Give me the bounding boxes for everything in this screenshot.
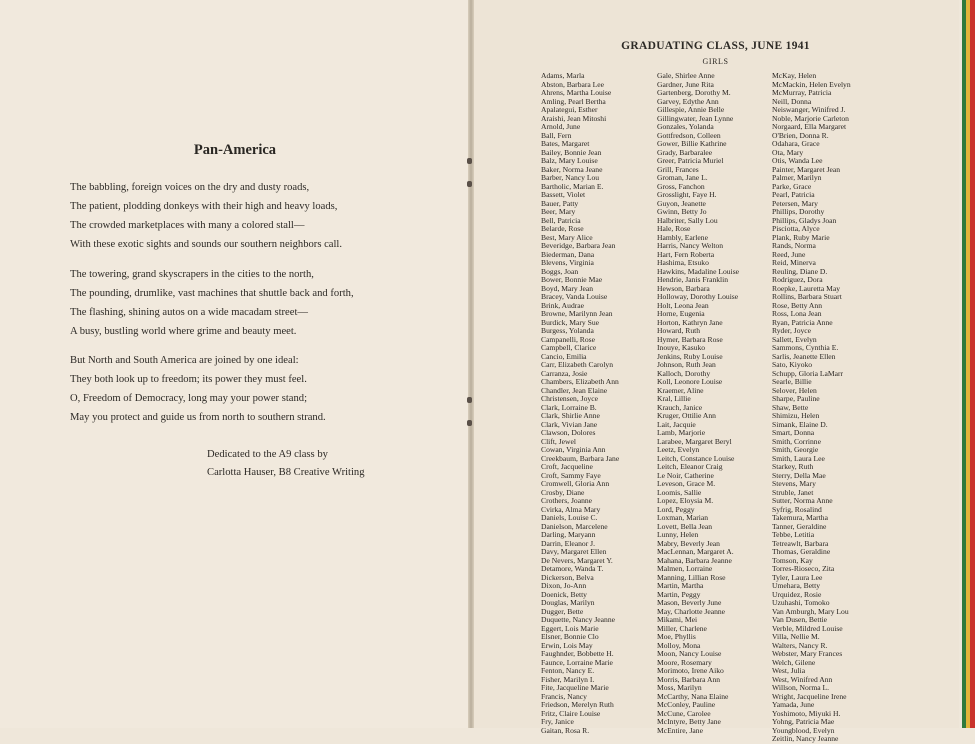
graduate-name: Gwinn, Betty Jo <box>657 207 707 216</box>
graduate-name: Gartenberg, Dorothy M. <box>657 88 731 97</box>
graduate-name: Lamb, Marjorie <box>657 428 706 437</box>
graduate-name: Manning, Lillian Rose <box>657 572 726 582</box>
graduate-name: Ross, Lona Jean <box>772 309 822 318</box>
graduate-name: Painter, Margaret Jean <box>772 164 841 174</box>
graduate-name: Uzuhashi, Tomoko <box>772 598 830 607</box>
graduate-name: Morimoto, Irene Aiko <box>657 666 724 675</box>
graduate-name: Urquidez, Rosie <box>772 589 822 599</box>
graduate-name: Larabee, Margaret Beryl <box>657 436 732 446</box>
graduate-name: McMackin, Helen Evelyn <box>772 79 851 89</box>
graduate-name: Bassett, Violet <box>541 190 586 199</box>
binding-stitch <box>467 420 472 426</box>
graduate-name: Daniels, Louise C. <box>541 513 598 522</box>
graduate-name: Pisciotta, Alyce <box>772 224 820 233</box>
graduate-name: McKay, Helen <box>772 71 817 80</box>
roster-subtitle: GIRLS <box>702 57 729 66</box>
graduate-name: Holt, Leona Jean <box>657 300 709 310</box>
graduate-name: Holloway, Dorothy Louise <box>657 292 739 301</box>
graduate-name: Smith, Georgie <box>772 445 819 454</box>
graduate-name: Lovett, Bella Jean <box>657 521 713 531</box>
graduate-name: Gonzales, Yolanda <box>657 122 714 131</box>
graduate-name: Balz, Mary Louise <box>541 156 598 165</box>
graduate-name: Le Noir, Catherine <box>657 470 714 480</box>
graduate-name: Bartholic, Marian E. <box>541 181 604 191</box>
graduate-name: Abston, Barbara Lee <box>541 79 605 89</box>
graduate-name: Sato, Kiyoko <box>772 360 813 369</box>
graduate-name: Reed, June <box>772 249 806 259</box>
cover-edge-stripes <box>959 0 975 728</box>
poem-line: The babbling, foreign voices on the dry and dusty roads, <box>70 182 310 193</box>
graduate-name: Reid, Minerva <box>772 258 816 267</box>
graduate-name: Palmer, Marilyn <box>772 173 822 182</box>
graduate-name: Clawson, Dolores <box>541 428 596 437</box>
graduate-name: Tyler, Laura Lee <box>772 572 823 582</box>
graduate-name: Smith, Corrinne <box>772 436 821 446</box>
graduate-name: West, Winifred Ann <box>772 674 833 684</box>
graduate-name: Takemura, Martha <box>772 513 828 522</box>
graduate-name: Brink, Audrae <box>541 300 585 310</box>
graduate-name: Erwin, Lois May <box>541 640 593 650</box>
graduate-name: Bailey, Bonnie Jean <box>541 147 602 157</box>
graduate-name: Hendrie, Janis Franklin <box>657 275 729 284</box>
graduate-name: Croft, Sammy Faye <box>541 470 601 480</box>
graduate-name: Gardner, June Rita <box>657 79 714 89</box>
graduate-name: Hambly, Earlene <box>657 232 708 242</box>
graduate-name: Ryan, Patricia Anne <box>772 317 833 327</box>
graduate-name: Youngblood, Evelyn <box>772 725 835 735</box>
graduate-name: Krauch, Janice <box>657 402 703 412</box>
graduate-name: Moe, Phyllis <box>657 632 696 641</box>
graduate-name: Bower, Bonnie Mae <box>541 275 603 284</box>
graduate-name: Burdick, Mary Sue <box>541 317 599 327</box>
graduate-name: Ryder, Joyce <box>772 326 812 335</box>
stanza-3 <box>70 351 460 427</box>
graduate-name: Sarlis, Jeanette Ellen <box>772 351 836 361</box>
dedication-line: Carlotta Hauser, B8 Creative Writing <box>207 467 365 478</box>
graduate-name: Blevens, Virginia <box>541 258 594 267</box>
graduate-name: Yohng, Patricia Mae <box>772 717 835 726</box>
graduate-name: Johnson, Ruth Jean <box>657 360 716 369</box>
graduate-name: Yoshimoto, Miyuki H. <box>772 708 841 718</box>
graduate-name: Mahana, Barbara Jeanne <box>657 555 732 565</box>
graduate-name: Fenton, Nancy E. <box>541 666 595 675</box>
graduate-name: Lunny, Helen <box>657 530 699 539</box>
graduate-name: Van Amburgh, Mary Lou <box>772 606 849 616</box>
graduate-name: Gale, Shirlee Anne <box>657 71 715 80</box>
graduate-name: Leveson, Grace M. <box>657 479 716 488</box>
roster-column-3 <box>772 72 851 744</box>
graduate-name: Campbell, Clarice <box>541 343 597 352</box>
stanza-1 <box>70 178 460 254</box>
graduate-name: Clift, Jewel <box>541 436 577 446</box>
graduate-name: Campanelli, Rose <box>541 334 595 344</box>
graduate-name: Loomis, Sallie <box>657 487 702 497</box>
graduate-name: Biederman, Dana <box>541 249 595 259</box>
graduate-name: McIntyre, Betty Jane <box>657 717 721 726</box>
graduate-name: Kruger, Ottilie Ann <box>657 411 716 420</box>
graduate-name: Hymer, Barbara Rose <box>657 334 723 344</box>
graduate-name: Yamada, June <box>772 700 815 709</box>
graduate-name: Bell, Patricia <box>541 215 581 225</box>
graduate-name: Mason, Beverly June <box>657 598 722 607</box>
graduate-name: Shimizu, Helen <box>772 411 820 420</box>
graduate-name: Douglas, Marilyn <box>541 598 595 607</box>
graduate-name: Howard, Ruth <box>657 326 701 335</box>
graduate-name: Horton, Kathryn Jane <box>657 317 723 327</box>
graduate-name: Zeitlin, Nancy Jeanne <box>772 734 839 743</box>
graduate-name: Garvey, Edythe Ann <box>657 96 719 106</box>
graduate-name: Beveridge, Barbara Jean <box>541 241 616 250</box>
dedication <box>207 446 365 482</box>
graduate-name: McCarthy, Nana Elaine <box>657 691 729 701</box>
graduate-name: Best, Mary Alice <box>541 232 593 242</box>
graduate-name: Ota, Mary <box>772 147 804 157</box>
graduate-name: Gower, Billie Kathrine <box>657 139 727 148</box>
graduate-name: Fisher, Marilyn I. <box>541 674 595 684</box>
graduate-name: Danielson, Marcelene <box>541 521 608 531</box>
graduate-name: Phillips, Dorothy <box>772 207 825 216</box>
graduate-name: Boyd, Mary Jean <box>541 283 594 293</box>
graduate-name: Horne, Eugenia <box>657 309 705 318</box>
graduate-name: Selover, Helen <box>772 385 817 395</box>
graduate-name: McMurray, Patricia <box>772 88 832 97</box>
graduate-name: Moon, Nancy Louise <box>657 649 722 658</box>
graduate-name: Tebbe, Letitia <box>772 530 815 539</box>
graduate-name: Plank, Ruby Marie <box>772 232 830 242</box>
graduate-name: Faunce, Lorraine Marie <box>541 657 613 667</box>
graduate-name: Grill, Frances <box>657 164 699 174</box>
graduate-name: Ball, Fern <box>541 130 572 140</box>
graduate-name: Doenick, Betty <box>541 589 587 599</box>
graduate-name: Smart, Donna <box>772 428 815 437</box>
graduate-name: Koll, Leonore Louise <box>657 377 723 386</box>
graduate-name: Duquette, Nancy Jeanne <box>541 615 616 624</box>
graduate-name: Lait, Jacquie <box>657 419 696 429</box>
graduate-name: MacLennan, Margaret A. <box>657 547 734 556</box>
graduate-name: Chandler, Jean Elaine <box>541 385 608 395</box>
poem-line: The towering, grand skyscrapers in the cities to the north, <box>70 269 314 280</box>
graduate-name: Bauer, Patty <box>541 198 579 208</box>
graduate-name: Loxman, Marian <box>657 513 709 522</box>
graduate-name: Tetreawlt, Barbara <box>772 538 829 548</box>
graduate-name: Miller, Charlene <box>657 623 707 633</box>
roster-column-1 <box>541 72 619 735</box>
graduate-name: Syfrig, Rosalind <box>772 504 822 514</box>
graduate-name: Moss, Marilyn <box>657 683 702 692</box>
graduate-name: Martin, Peggy <box>657 589 701 599</box>
graduate-name: Cowan, Virginia Ann <box>541 445 606 454</box>
graduate-name: Darrin, Eleanor J. <box>541 538 595 548</box>
graduate-name: Morris, Barbara Ann <box>657 674 721 684</box>
graduate-name: Struble, Janet <box>772 487 814 497</box>
graduate-name: Groman, Jane L. <box>657 173 708 182</box>
graduate-name: Fritz, Claire Louise <box>541 708 601 718</box>
graduate-name: Simank, Elaine D. <box>772 419 828 429</box>
graduate-name: Molloy, Mona <box>657 640 701 650</box>
graduate-name: Chambers, Elizabeth Ann <box>541 377 619 386</box>
graduate-name: Mabry, Beverly Jean <box>657 538 720 548</box>
graduate-name: Adams, Marla <box>541 71 585 80</box>
graduate-name: Crosby, Diane <box>541 487 585 497</box>
graduate-name: Starkey, Ruth <box>772 462 814 471</box>
poem-line: With these exotic sights and sounds our southern neighbors call. <box>70 239 343 250</box>
graduate-name: Fite, Jacqueline Marie <box>541 683 609 692</box>
graduate-name: Cvirka, Alma Mary <box>541 504 601 514</box>
graduate-name: Belarde, Rose <box>541 224 584 233</box>
graduate-name: Beer, Mary <box>541 207 576 216</box>
graduate-name: Shaw, Bette <box>772 402 809 412</box>
graduate-name: Barber, Nancy Lou <box>541 173 600 182</box>
graduate-name: McCune, Carolee <box>657 708 711 718</box>
graduate-name: Burgess, Yolanda <box>541 326 594 335</box>
graduate-name: Jenkins, Ruby Louise <box>657 351 723 361</box>
graduate-name: Searle, Billie <box>772 377 812 386</box>
graduate-name: Gaitan, Rosa R. <box>541 725 590 735</box>
graduate-name: Arnold, June <box>541 122 581 131</box>
graduate-name: Baker, Norma Jeane <box>541 164 603 174</box>
graduate-name: Harris, Nancy Welton <box>657 241 724 250</box>
graduate-name: Carranza, Josie <box>541 368 588 378</box>
graduate-name: Lord, Peggy <box>657 504 695 514</box>
graduate-name: Noble, Marjorie Carleton <box>772 113 849 123</box>
graduate-name: Parke, Grace <box>772 181 812 191</box>
graduate-name: Inouye, Kasuko <box>657 343 706 352</box>
poem-line: A busy, bustling world where grime and beauty meet. <box>70 326 297 337</box>
graduate-name: Grosslight, Faye H. <box>657 190 717 199</box>
book-gutter <box>468 0 474 728</box>
graduate-name: Pearl, Patricia <box>772 190 815 199</box>
binding-stitch <box>467 397 472 403</box>
graduate-name: Guyon, Jeanette <box>657 198 706 208</box>
graduate-name: Faughnder, Bobbette H. <box>541 649 614 658</box>
poem-line: The flashing, shining autos on a wide macadam street— <box>70 307 309 318</box>
graduate-name: Sallett, Evelyn <box>772 334 817 344</box>
graduate-name: De Nevers, Margaret Y. <box>541 555 613 565</box>
poem-line: May you protect and guide us from north to southern strand. <box>70 412 326 423</box>
graduate-name: Neill, Donna <box>772 96 812 106</box>
graduate-name: Tanner, Geraldine <box>772 521 827 531</box>
graduate-name: Crothers, Joanne <box>541 496 593 505</box>
graduate-name: Tomson, Kay <box>772 555 813 565</box>
graduate-name: Grady, Barbaralee <box>657 147 713 157</box>
graduate-name: Elsner, Bonnie Clo <box>541 632 599 641</box>
graduate-name: Malmen, Lorraine <box>657 564 713 573</box>
poem-line: O, Freedom of Democracy, long may your power stand; <box>70 393 308 404</box>
graduate-name: Rodriguez, Dora <box>772 275 823 284</box>
graduate-name: Cromwell, Gloria Ann <box>541 479 610 488</box>
graduate-name: Smith, Laura Lee <box>772 453 825 463</box>
graduate-name: Greer, Patricia Muriel <box>657 156 724 165</box>
graduate-name: Kraemer, Aline <box>657 385 704 395</box>
graduate-name: Leetz, Evelyn <box>657 445 700 454</box>
graduate-name: Torres-Rioseco, Zita <box>772 564 835 573</box>
graduate-name: Kral, Lillie <box>657 394 691 403</box>
graduate-name: Creekbaum, Barbara Jane <box>541 453 620 463</box>
graduate-name: Friedson, Merelyn Ruth <box>541 700 614 709</box>
graduate-name: Francis, Nancy <box>541 691 587 701</box>
graduate-name: Clark, Lorraine B. <box>541 402 597 412</box>
graduate-name: Martin, Martha <box>657 581 704 590</box>
poem-line: But North and South America are joined by one ideal: <box>70 355 299 366</box>
graduate-name: Croft, Jacqueline <box>541 462 593 471</box>
graduate-name: Gillingwater, Jean Lynne <box>657 113 734 123</box>
graduate-name: Detamore, Wanda T. <box>541 564 604 573</box>
graduate-name: Araishi, Jean Mitoshi <box>541 113 607 123</box>
graduate-name: Clark, Shirlie Anne <box>541 411 600 420</box>
graduate-name: Dugger, Bette <box>541 606 584 616</box>
graduate-name: Odahara, Grace <box>772 139 820 148</box>
graduate-name: Leitch, Eleanor Craig <box>657 462 723 471</box>
poem-line: The pounding, drumlike, vast machines that shuttle back and forth, <box>70 288 354 299</box>
graduate-name: McEntire, Jane <box>657 725 703 735</box>
graduate-name: Boggs, Joan <box>541 266 579 276</box>
graduate-name: Clark, Vivian Jane <box>541 419 598 429</box>
graduate-name: Gottfredson, Colleen <box>657 130 721 140</box>
graduate-name: Amling, Pearl Bertha <box>541 96 606 106</box>
graduate-name: Hawkins, Madaline Louise <box>657 266 740 276</box>
graduate-name: Christensen, Joyce <box>541 394 598 403</box>
graduate-name: Walters, Nancy R. <box>772 640 828 650</box>
poem-line: The crowded marketplaces with many a colored stall— <box>70 220 305 231</box>
graduate-name: Davy, Margaret Ellen <box>541 547 607 556</box>
graduate-name: Mikami, Mei <box>657 615 698 624</box>
graduate-name: Sammons, Cynthia E. <box>772 343 839 352</box>
graduate-name: Van Dusen, Bettie <box>772 615 828 624</box>
graduate-name: Moore, Rosemary <box>657 657 712 667</box>
graduate-name: Fry, Janice <box>541 717 574 726</box>
graduate-name: Bates, Margaret <box>541 139 590 148</box>
graduate-name: Otis, Wanda Lee <box>772 156 823 165</box>
graduate-name: Reuling, Diane D. <box>772 266 828 276</box>
graduate-name: Sterry, Della Mae <box>772 470 826 480</box>
dedication-line: Dedicated to the A9 class by <box>207 449 328 460</box>
graduate-name: Thomas, Geraldine <box>772 547 831 556</box>
graduate-name: Stevens, Mary <box>772 479 816 488</box>
binding-stitch <box>467 181 472 187</box>
graduate-name: Dixon, Jo-Ann <box>541 581 587 590</box>
graduate-name: Rands, Norma <box>772 241 816 250</box>
graduate-name: Gross, Fanchon <box>657 181 705 191</box>
graduate-name: Webster, Mary Frances <box>772 649 843 658</box>
roster-title: GRADUATING CLASS, JUNE 1941 <box>621 40 810 52</box>
graduate-name: Verble, Mildred Louise <box>772 623 843 633</box>
graduate-name: Gillespie, Annie Belle <box>657 105 725 114</box>
graduate-name: Rose, Betty Ann <box>772 300 822 310</box>
graduate-name: Neiswanger, Winifred J. <box>772 105 846 114</box>
graduate-name: McConley, Pauline <box>657 700 716 709</box>
graduate-name: Lopez, Eloysia M. <box>657 496 714 505</box>
graduate-name: Sharpe, Pauline <box>772 394 820 403</box>
graduate-name: Hashima, Etsuko <box>657 258 709 267</box>
graduate-name: Eggert, Lois Marie <box>541 623 599 633</box>
graduate-name: Schupp, Gloria LaMarr <box>772 368 844 378</box>
poem-title: Pan-America <box>193 142 277 158</box>
graduate-name: Roepke, Lauretta May <box>772 283 841 293</box>
graduate-name: Bracey, Vanda Louise <box>541 292 608 301</box>
stanza-2 <box>70 265 460 341</box>
graduate-name: Ahrens, Martha Louise <box>541 88 612 97</box>
graduate-name: Cancio, Emilia <box>541 351 587 361</box>
graduate-name: Browne, Marilynn Jean <box>541 309 613 318</box>
graduate-name: May, Charlotte Jeanne <box>657 606 726 616</box>
graduate-name: Hale, Rose <box>657 224 691 233</box>
graduate-name: Umehara, Betty <box>772 581 821 590</box>
graduate-name: Halbriter, Sally Lou <box>657 215 718 225</box>
poem-line: The patient, plodding donkeys with their high and heavy loads, <box>70 201 338 212</box>
graduate-name: Hewson, Barbara <box>657 283 710 293</box>
graduate-name: Darling, Maryann <box>541 530 596 539</box>
graduate-name: Leitch, Constance Louise <box>657 453 735 463</box>
graduate-name: Wright, Jacqueline Irene <box>772 691 847 701</box>
graduate-name: O'Brien, Donna R. <box>772 130 829 140</box>
graduate-name: Kalloch, Dorothy <box>657 368 711 378</box>
graduate-name: Hart, Fern Roberta <box>657 249 715 259</box>
graduate-name: Carr, Elizabeth Carolyn <box>541 360 614 369</box>
poem-line: They both look up to freedom; its power they must feel. <box>70 374 307 385</box>
graduate-name: Petersen, Mary <box>772 198 818 208</box>
graduate-name: Dickerson, Belva <box>541 572 594 582</box>
graduate-name: Villa, Nellie M. <box>772 632 820 641</box>
graduate-name: Rollins, Barbara Stuart <box>772 292 842 301</box>
graduate-name: Sutter, Norma Anne <box>772 496 833 505</box>
graduate-name: Norgaard, Ella Margaret <box>772 122 847 131</box>
graduate-name: Welch, Gilene <box>772 657 816 667</box>
roster-column-2 <box>657 72 739 735</box>
graduate-name: West, Julia <box>772 666 806 675</box>
graduate-name: Willson, Norma L. <box>772 683 830 692</box>
graduate-name: Apalategui, Esther <box>541 105 598 114</box>
graduate-name: Phillips, Gladys Joan <box>772 215 837 225</box>
